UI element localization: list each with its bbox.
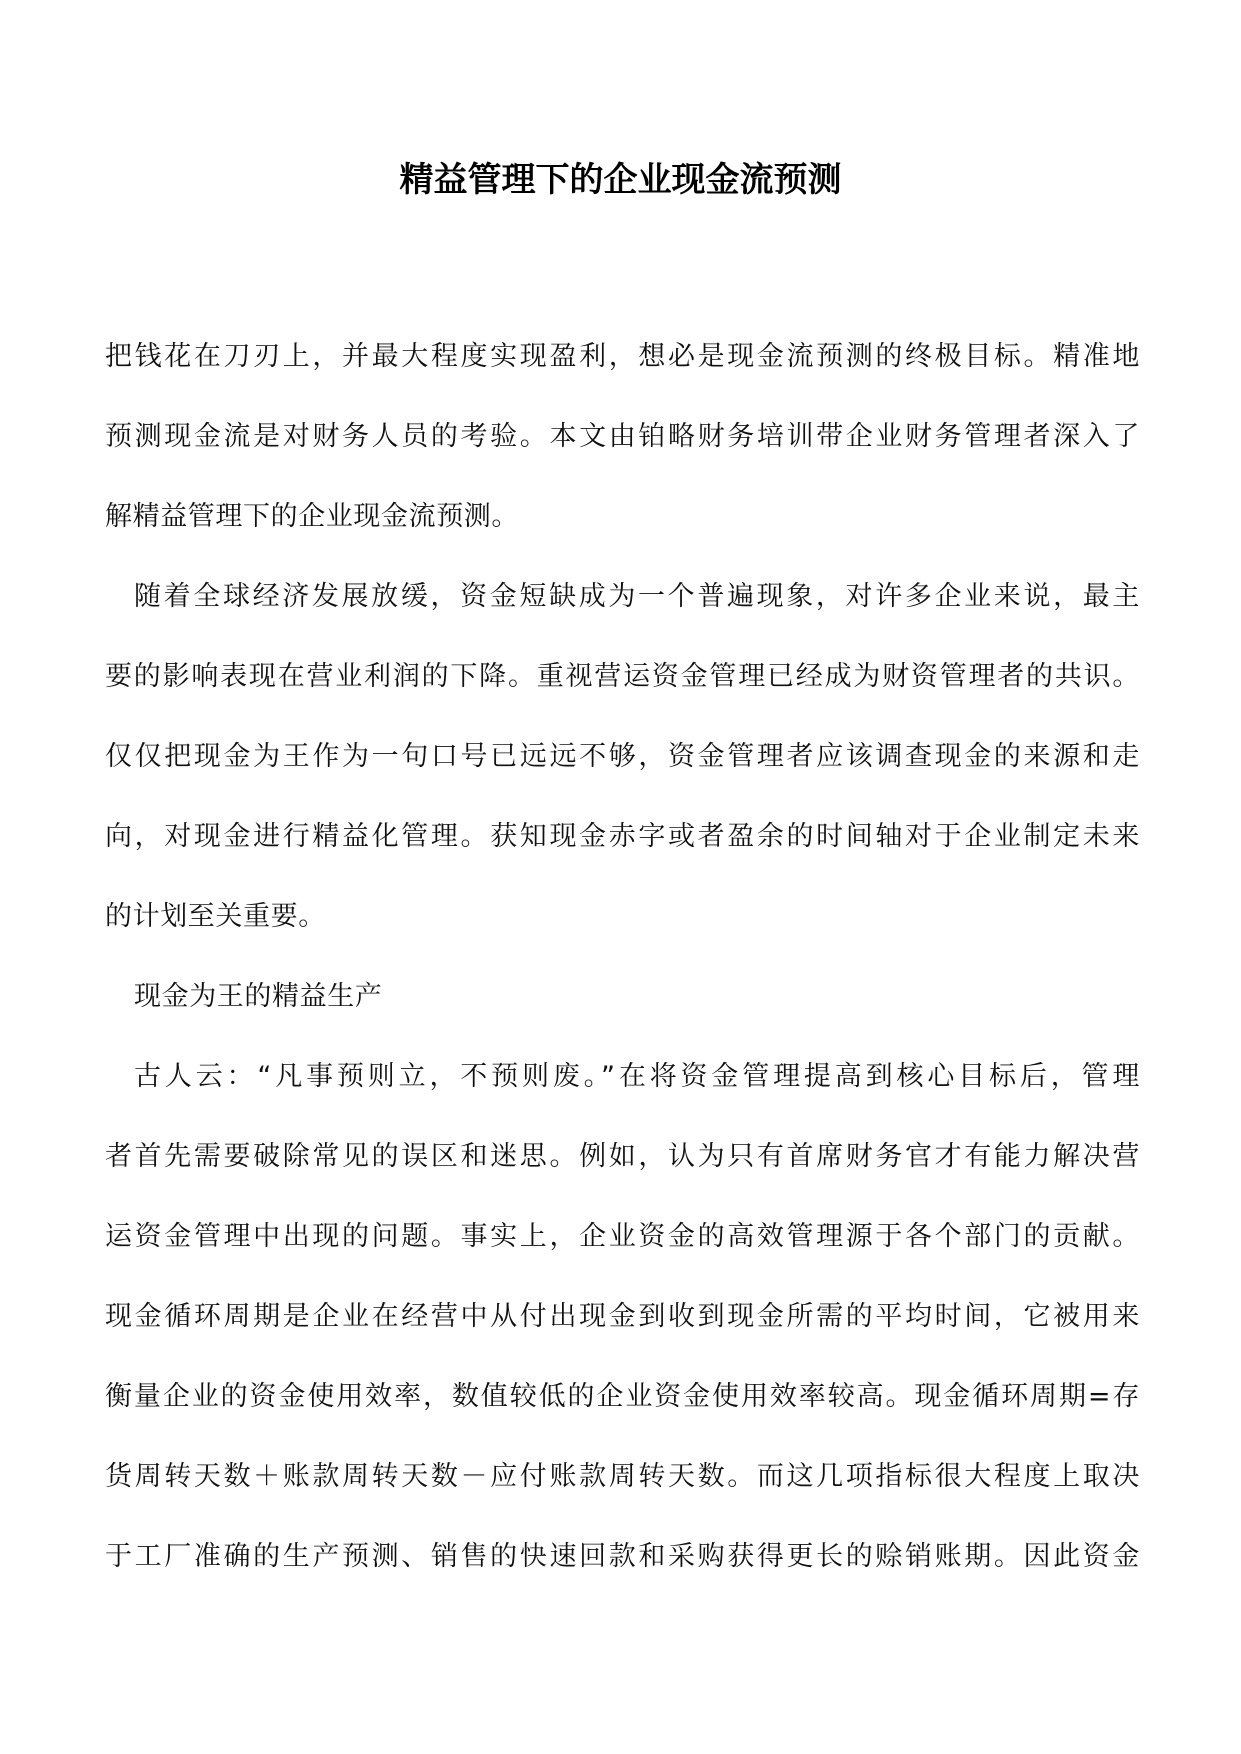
paragraph-line: 向，对现金进行精益化管理。获知现金赤字或者盈余的时间轴对于企业制定未来 xyxy=(105,821,1140,852)
paragraph-line: 解精益管理下的企业现金流预测。 xyxy=(105,501,519,532)
document-body xyxy=(105,340,1140,1620)
section-heading: 现金为王的精益生产 xyxy=(134,981,383,1012)
paragraph-line: 随着全球经济发展放缓，资金短缺成为一个普遍现象，对许多企业来说，最主 xyxy=(134,581,1140,612)
paragraph-line: 于工厂准确的生产预测、销售的快速回款和采购获得更长的赊销账期。因此资金 xyxy=(105,1541,1140,1572)
paragraph-line: 者首先需要破除常见的误区和迷思。例如，认为只有首席财务官才有能力解决营 xyxy=(105,1141,1140,1172)
paragraph-line: 货周转天数＋账款周转天数－应付账款周转天数。而这几项指标很大程度上取决 xyxy=(105,1461,1140,1492)
document-title: 精益管理下的企业现金流预测 xyxy=(399,160,842,200)
paragraph-line: 的计划至关重要。 xyxy=(105,901,326,932)
paragraph-line: 仅仅把现金为王作为一句口号已远远不够，资金管理者应该调查现金的来源和走 xyxy=(105,741,1140,772)
paragraph-line: 古人云：“凡事预则立，不预则废。”在将资金管理提高到核心目标后，管理 xyxy=(134,1061,1140,1092)
paragraph-line: 衡量企业的资金使用效率，数值较低的企业资金使用效率较高。现金循环周期=存 xyxy=(105,1381,1140,1412)
paragraph-line: 现金循环周期是企业在经营中从付出现金到收到现金所需的平均时间，它被用来 xyxy=(105,1301,1140,1332)
paragraph-line: 要的影响表现在营业利润的下降。重视营运资金管理已经成为财资管理者的共识。 xyxy=(105,661,1140,692)
paragraph-line: 预测现金流是对财务人员的考验。本文由铂略财务培训带企业财务管理者深入了 xyxy=(105,421,1140,452)
paragraph-line: 把钱花在刀刃上，并最大程度实现盈利，想必是现金流预测的终极目标。精准地 xyxy=(105,341,1140,372)
paragraph-line: 运资金管理中出现的问题。事实上，企业资金的高效管理源于各个部门的贡献。 xyxy=(105,1221,1140,1252)
